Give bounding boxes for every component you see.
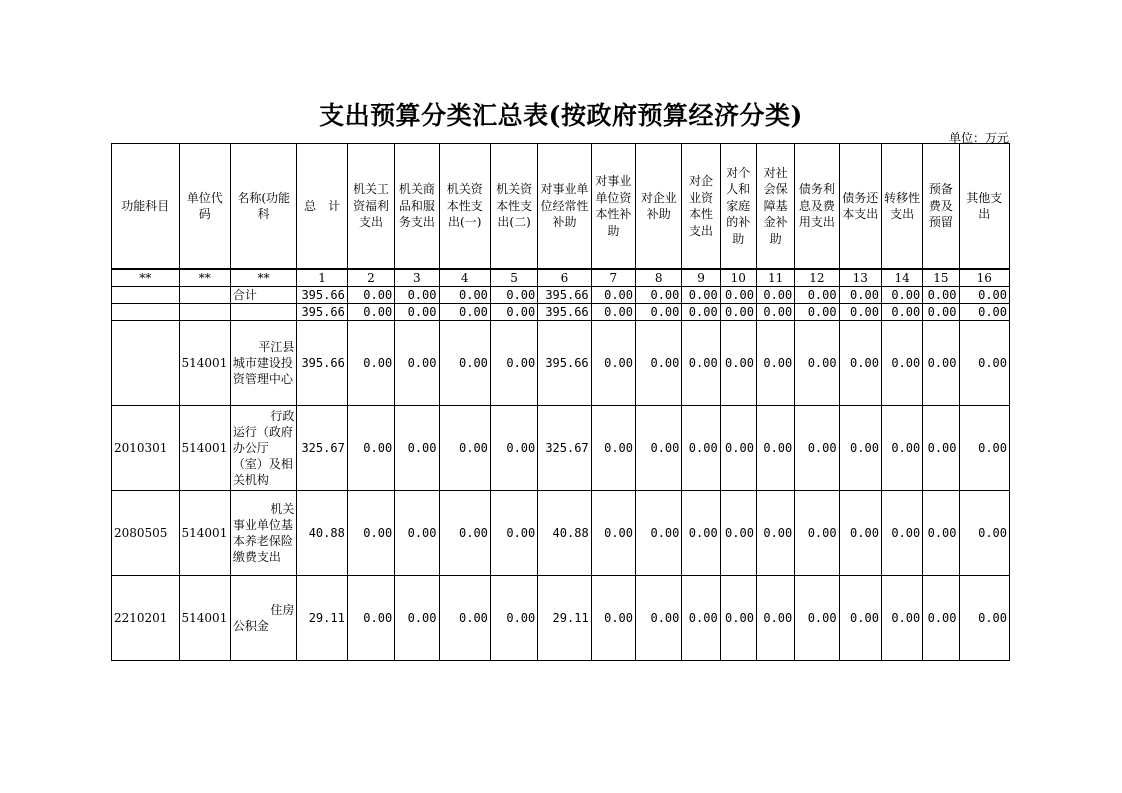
value-cell: 0.00 <box>795 576 839 661</box>
value-cell: 0.00 <box>395 321 439 406</box>
value-cell: 0.00 <box>881 304 922 321</box>
unit-code-cell <box>179 287 230 304</box>
value-cell: 0.00 <box>490 576 537 661</box>
value-cell: 0.00 <box>395 576 439 661</box>
index-cell: 2 <box>347 269 394 287</box>
value-cell: 0.00 <box>720 576 756 661</box>
value-cell: 0.00 <box>923 576 959 661</box>
value-cell: 0.00 <box>439 406 490 491</box>
name-first-line: 平江县 <box>258 340 295 354</box>
value-cell: 395.66 <box>538 287 591 304</box>
index-cell: 4 <box>439 269 490 287</box>
unit-code-cell: 514001 <box>179 491 230 576</box>
value-cell: 0.00 <box>756 287 794 304</box>
value-cell: 0.00 <box>591 287 635 304</box>
value-cell: 0.00 <box>347 576 394 661</box>
value-cell: 0.00 <box>682 406 720 491</box>
value-cell: 0.00 <box>591 406 635 491</box>
value-cell: 0.00 <box>636 321 682 406</box>
header-cell: 对事业单位资本性补助 <box>591 144 635 270</box>
name-rest: 公积金 <box>232 619 269 633</box>
value-cell: 0.00 <box>839 406 881 491</box>
value-cell: 0.00 <box>636 287 682 304</box>
value-cell: 0.00 <box>347 304 394 321</box>
value-cell: 0.00 <box>839 321 881 406</box>
header-cell: 对企业资本性支出 <box>682 144 720 270</box>
value-cell: 0.00 <box>682 576 720 661</box>
value-cell: 0.00 <box>439 304 490 321</box>
index-cell: 6 <box>538 269 591 287</box>
value-cell: 0.00 <box>881 576 922 661</box>
name-first-line: 行政 <box>270 409 295 423</box>
value-cell: 325.67 <box>297 406 347 491</box>
value-cell: 0.00 <box>959 576 1009 661</box>
name-cell <box>230 576 297 661</box>
index-cell: ** <box>179 269 230 287</box>
function-code-cell <box>112 321 180 406</box>
value-cell: 395.66 <box>538 304 591 321</box>
value-cell: 0.00 <box>795 304 839 321</box>
header-cell: 对企业补助 <box>636 144 682 270</box>
value-cell: 0.00 <box>490 321 537 406</box>
value-cell: 0.00 <box>395 287 439 304</box>
header-cell: 功能科目 <box>112 144 180 270</box>
name-cell <box>230 491 297 576</box>
value-cell: 0.00 <box>636 576 682 661</box>
value-cell: 0.00 <box>839 576 881 661</box>
budget-table <box>111 143 1010 661</box>
table-row <box>112 491 1010 576</box>
name-cell: 合计 <box>230 287 297 304</box>
name-rest: 事业单位基本养老保险缴费支出 <box>232 518 293 564</box>
value-cell: 0.00 <box>959 304 1009 321</box>
value-cell: 0.00 <box>347 406 394 491</box>
index-cell: 14 <box>881 269 922 287</box>
name-rest: 城市建设投资管理中心 <box>232 356 293 386</box>
header-cell: 对事业单位经常性补助 <box>538 144 591 270</box>
value-cell: 0.00 <box>959 406 1009 491</box>
header-cell: 单位代码 <box>179 144 230 270</box>
value-cell: 0.00 <box>591 321 635 406</box>
value-cell: 0.00 <box>490 287 537 304</box>
value-cell: 0.00 <box>756 406 794 491</box>
value-cell: 395.66 <box>297 287 347 304</box>
value-cell: 0.00 <box>347 491 394 576</box>
value-cell: 0.00 <box>756 304 794 321</box>
unit-code-cell: 514001 <box>179 321 230 406</box>
index-cell: ** <box>112 269 180 287</box>
unit-code-cell <box>179 304 230 321</box>
value-cell: 0.00 <box>636 491 682 576</box>
index-cell: 9 <box>682 269 720 287</box>
value-cell: 0.00 <box>756 321 794 406</box>
value-cell: 0.00 <box>395 304 439 321</box>
function-code-cell <box>112 287 180 304</box>
unit-code-cell: 514001 <box>179 576 230 661</box>
value-cell: 0.00 <box>923 304 959 321</box>
value-cell: 0.00 <box>720 321 756 406</box>
value-cell: 0.00 <box>959 491 1009 576</box>
value-cell: 0.00 <box>439 321 490 406</box>
value-cell: 0.00 <box>347 287 394 304</box>
value-cell: 0.00 <box>490 491 537 576</box>
value-cell: 0.00 <box>591 304 635 321</box>
name-first-line: 机关 <box>270 502 295 516</box>
value-cell: 0.00 <box>682 304 720 321</box>
index-cell: 5 <box>490 269 537 287</box>
header-cell: 转移性支出 <box>881 144 922 270</box>
total-row <box>112 287 1010 304</box>
value-cell: 0.00 <box>591 576 635 661</box>
value-cell: 0.00 <box>881 491 922 576</box>
table-row <box>112 576 1010 661</box>
header-row <box>112 144 1010 270</box>
value-cell: 0.00 <box>881 321 922 406</box>
table-body <box>112 144 1010 661</box>
value-cell: 0.00 <box>881 287 922 304</box>
header-cell: 债务还本支出 <box>839 144 881 270</box>
value-cell: 0.00 <box>682 491 720 576</box>
value-cell: 0.00 <box>395 406 439 491</box>
header-cell: 对社会保障基金补助 <box>756 144 794 270</box>
value-cell: 40.88 <box>538 491 591 576</box>
value-cell: 395.66 <box>538 321 591 406</box>
value-cell: 0.00 <box>591 491 635 576</box>
subtotal-row <box>112 304 1010 321</box>
value-cell: 0.00 <box>395 491 439 576</box>
header-cell: 机关资本性支出(一) <box>439 144 490 270</box>
value-cell: 0.00 <box>795 491 839 576</box>
value-cell: 0.00 <box>923 406 959 491</box>
value-cell: 395.66 <box>297 304 347 321</box>
header-cell: 总 计 <box>297 144 347 270</box>
index-row <box>112 269 1010 287</box>
index-cell: 1 <box>297 269 347 287</box>
unit-label: 单位：万元 <box>948 131 1009 145</box>
header-cell: 机关商品和服务支出 <box>395 144 439 270</box>
header-cell: 机关资本性支出(二) <box>490 144 537 270</box>
index-cell: 3 <box>395 269 439 287</box>
value-cell: 0.00 <box>720 491 756 576</box>
value-cell: 0.00 <box>839 304 881 321</box>
value-cell: 0.00 <box>720 406 756 491</box>
name-cell <box>230 321 297 406</box>
value-cell: 0.00 <box>720 287 756 304</box>
value-cell: 0.00 <box>490 304 537 321</box>
table-row <box>112 321 1010 406</box>
name-rest: 运行（政府办公厅（室）及相关机构 <box>232 425 293 487</box>
value-cell: 0.00 <box>439 491 490 576</box>
value-cell: 0.00 <box>923 287 959 304</box>
function-code-cell: 2080505 <box>112 491 180 576</box>
value-cell: 0.00 <box>636 304 682 321</box>
value-cell: 40.88 <box>297 491 347 576</box>
header-cell: 债务利息及费用支出 <box>795 144 839 270</box>
function-code-cell: 2210201 <box>112 576 180 661</box>
value-cell: 29.11 <box>297 576 347 661</box>
value-cell: 0.00 <box>756 576 794 661</box>
index-cell: 7 <box>591 269 635 287</box>
header-cell: 机关工资福利支出 <box>347 144 394 270</box>
header-cell: 对个人和家庭的补助 <box>720 144 756 270</box>
index-cell: 15 <box>923 269 959 287</box>
header-cell: 其他支出 <box>959 144 1009 270</box>
value-cell: 0.00 <box>490 406 537 491</box>
value-cell: 0.00 <box>881 406 922 491</box>
value-cell: 0.00 <box>347 321 394 406</box>
value-cell: 0.00 <box>756 491 794 576</box>
value-cell: 0.00 <box>923 491 959 576</box>
index-cell: 12 <box>795 269 839 287</box>
function-code-cell: 2010301 <box>112 406 180 491</box>
header-cell: 名称(功能科 <box>230 144 297 270</box>
function-code-cell <box>112 304 180 321</box>
table-row <box>112 406 1010 491</box>
value-cell: 29.11 <box>538 576 591 661</box>
value-cell: 0.00 <box>636 406 682 491</box>
value-cell: 0.00 <box>839 491 881 576</box>
index-cell: ** <box>230 269 297 287</box>
unit-code-cell: 514001 <box>179 406 230 491</box>
index-cell: 13 <box>839 269 881 287</box>
name-cell <box>230 304 297 321</box>
value-cell: 0.00 <box>439 576 490 661</box>
value-cell: 0.00 <box>682 321 720 406</box>
value-cell: 0.00 <box>439 287 490 304</box>
value-cell: 0.00 <box>839 287 881 304</box>
name-cell <box>230 406 297 491</box>
index-cell: 10 <box>720 269 756 287</box>
page-title: 支出预算分类汇总表(按政府预算经济分类) <box>319 101 803 130</box>
value-cell: 325.67 <box>538 406 591 491</box>
value-cell: 0.00 <box>682 287 720 304</box>
index-cell: 16 <box>959 269 1009 287</box>
value-cell: 0.00 <box>959 287 1009 304</box>
value-cell: 0.00 <box>795 406 839 491</box>
name-first-line: 住房 <box>270 603 295 617</box>
value-cell: 0.00 <box>959 321 1009 406</box>
index-cell: 11 <box>756 269 794 287</box>
index-cell: 8 <box>636 269 682 287</box>
value-cell: 0.00 <box>923 321 959 406</box>
value-cell: 0.00 <box>720 304 756 321</box>
value-cell: 0.00 <box>795 287 839 304</box>
value-cell: 0.00 <box>795 321 839 406</box>
header-cell: 预备费及预留 <box>923 144 959 270</box>
value-cell: 395.66 <box>297 321 347 406</box>
